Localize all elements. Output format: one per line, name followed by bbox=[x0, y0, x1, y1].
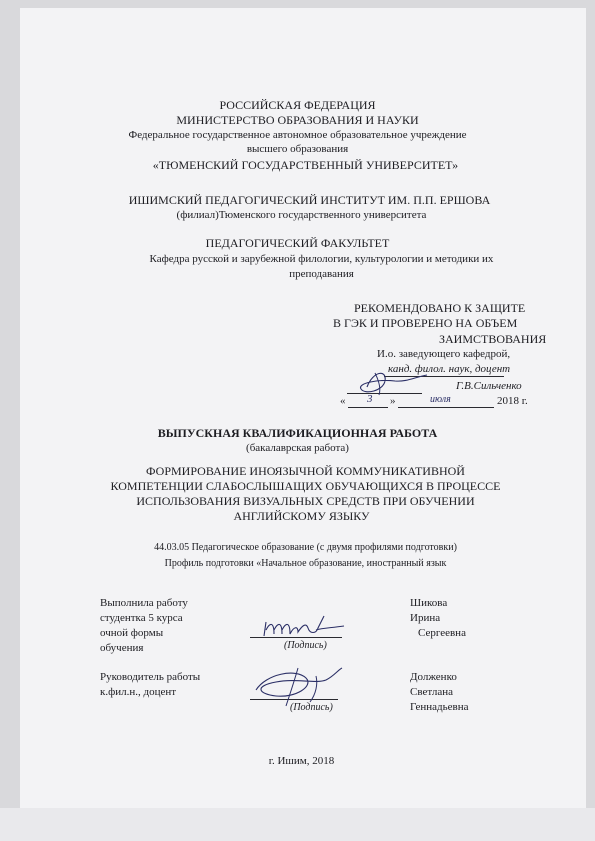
approver-signature bbox=[345, 367, 435, 397]
work-title-line-4: АНГЛИЙСКОМУ ЯЗЫКУ bbox=[233, 509, 370, 523]
approval-line-3: ЗАИМСТВОВАНИЯ bbox=[439, 332, 547, 346]
supervisor-surname: Долженко bbox=[410, 671, 457, 683]
work-subtype: (бакалаврская работа) bbox=[246, 442, 349, 454]
student-surname: Шикова bbox=[410, 597, 448, 609]
student-first-name: Ирина bbox=[410, 612, 441, 624]
approver-name: Г.В.Сильченко bbox=[456, 380, 522, 392]
student-role-line-4: обучения bbox=[100, 642, 144, 654]
faculty-name: ПЕДАГОГИЧЕСКИЙ ФАКУЛЬТЕТ bbox=[205, 236, 390, 250]
date-month: июля bbox=[430, 394, 451, 405]
supervisor-first-name: Светлана bbox=[410, 686, 454, 698]
work-title-line-2: КОМПЕТЕНЦИИ СЛАБОСЛЫШАЩИХ ОБУЧАЮЩИХСЯ В ПРОЦЕССЕ bbox=[110, 479, 501, 493]
student-role-line-2: студентка 5 курса bbox=[100, 612, 183, 624]
page-shadow bbox=[0, 808, 595, 841]
date-day: 3 bbox=[367, 393, 373, 405]
country-heading: РОССИЙСКАЯ ФЕДЕРАЦИЯ bbox=[219, 98, 376, 112]
student-role-line-1: Выполнила работу bbox=[100, 597, 188, 609]
date-day-underline bbox=[348, 407, 388, 408]
student-signature-caption: (Подпись) bbox=[284, 640, 327, 651]
approval-line-1: РЕКОМЕНДОВАНО К ЗАЩИТЕ bbox=[354, 301, 526, 315]
student-role-line-3: очной формы bbox=[100, 627, 164, 639]
approver-position: И.о. заведующего кафедрой, bbox=[377, 348, 511, 360]
program-code: 44.03.05 Педагогическое образование (с двумя профилями подготовки) bbox=[154, 542, 457, 553]
date-close-quote: » bbox=[390, 395, 396, 407]
department-line-1: Кафедра русской и зарубежной филологии, культурологии и методики их bbox=[149, 253, 494, 265]
university-name: «ТЮМЕНСКИЙ ГОСУДАРСТВЕННЫЙ УНИВЕРСИТЕТ» bbox=[152, 158, 459, 172]
work-title-line-3: ИСПОЛЬЗОВАНИЯ ВИЗУАЛЬНЫХ СРЕДСТВ ПРИ ОБУЧЕНИИ bbox=[136, 494, 475, 508]
supervisor-signature-caption: (Подпись) bbox=[290, 702, 333, 713]
date-month-underline bbox=[398, 407, 494, 408]
approver-degree: канд. филол. наук, доцент bbox=[388, 363, 511, 375]
supervisor-role-line-2: к.фил.н., доцент bbox=[100, 686, 177, 698]
institute-name: ИШИМСКИЙ ПЕДАГОГИЧЕСКИЙ ИНСТИТУТ ИМ. П.П. ЕРШОВА bbox=[128, 193, 491, 207]
supervisor-role-line-1: Руководитель работы bbox=[100, 671, 201, 683]
date-year: 2018 г. bbox=[497, 395, 528, 407]
program-profile: Профиль подготовки «Начальное образование, иностранный язык bbox=[164, 558, 447, 569]
supervisor-patronymic: Геннадьевна bbox=[410, 701, 469, 713]
student-patronymic: Сергеевна bbox=[418, 627, 466, 639]
institution-type-line-2: высшего образования bbox=[246, 143, 349, 155]
institution-type-line-1: Федеральное государственное автономное образовательное учреждение bbox=[128, 129, 467, 141]
work-title-line-1: ФОРМИРОВАНИЕ ИНОЯЗЫЧНОЙ КОММУНИКАТИВНОЙ bbox=[146, 464, 465, 478]
branch-name: (филиал)Тюменского государственного университета bbox=[176, 209, 427, 221]
ministry-heading: МИНИСТЕРСТВО ОБРАЗОВАНИЯ И НАУКИ bbox=[176, 113, 419, 127]
department-line-2: преподавания bbox=[289, 268, 354, 280]
date-open-quote: « bbox=[340, 395, 346, 407]
place-and-year: г. Ишим, 2018 bbox=[268, 755, 335, 767]
approval-line-2: В ГЭК И ПРОВЕРЕНО НА ОБЪЕМ bbox=[333, 316, 518, 330]
work-type: ВЫПУСКНАЯ КВАЛИФИКАЦИОННАЯ РАБОТА bbox=[157, 426, 438, 440]
